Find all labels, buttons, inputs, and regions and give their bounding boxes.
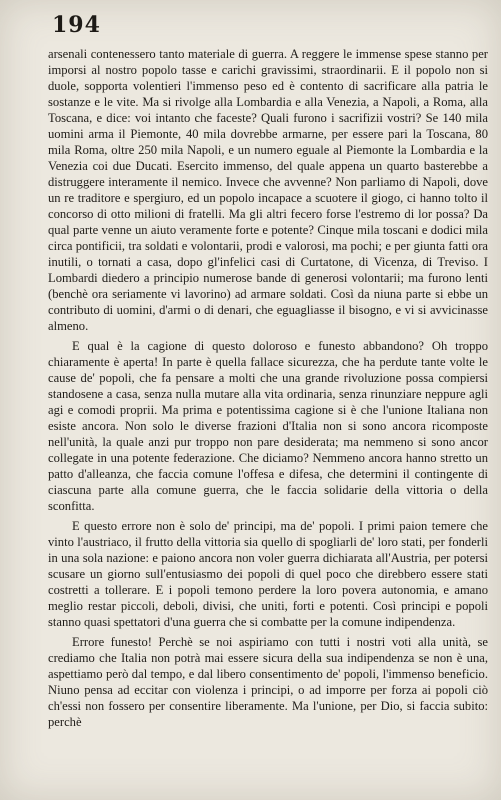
paragraph-1: arsenali contenessero tanto materiale di guerra. A reggere le immense spese stanno per imporsi al nostro popolo tasse e carichi gravissimi, straordinarii. E il popolo non si duole, sopporta volentieri l'immenso peso ed è contento di sacrificare alla patria le sostanze e le vite. Ma si rivolge alla Lombardia e alla Venezia, a Napoli, a Roma, alla Toscana, e dice: voi intanto che faceste? Quali furono i sacrifizii vostri? Se 140 mila uomini arma il Piemonte, 40 mila dovrebbe armarne, per essere pari la Toscana, 80 mila Roma, oltre 250 mila Napoli, e un numero eguale al Piemonte la Lombardia e la Venezia coi due Ducati. Esercito immenso, del quale appena un quarto basterebbe a distruggere interamente il nemico. Invece che avvenne? Non parliamo di Napoli, dove un re traditore e spergiuro, ed un popolo incapace a scuotere il giogo, ci hanno tolto il concorso di otto milioni di fratelli. Ma gli altri fecero forse l'estremo di lor possa? Da qual parte venne un aiuto veramente forte e potente? Cinque mila toscani e dodici mila circa pontificii, tra soldati e volontarii, prodi e valorosi, ma pochi; e per giunta fatti ora inutili, o tornati a casa, dopo gl'infelici casi di Curtatone, di Vicenza, di Treviso. I Lombardi diedero a principio numerose bande di generosi volontarii; ma furono lenti (benchè ora seriamente vi lavorino) ad armare soldati. Così da niuna parte si ebbe un contributo di uomini, d'armi o di denari, che eguagliasse il bisogno, e vi si avvicinasse almeno. xyxy=(48,47,488,333)
page-number: 194 xyxy=(52,12,101,38)
paragraph-2: E qual è la cagione di questo doloroso e funesto abbandono? Oh troppo chiaramente è aperta! In parte è quella fallace sicurezza, che ha perdute tante volte le cause de' popoli, che fa pensare a molti che una grande rivoluzione possa compiersi standosene a casa, senza nulla mutare alla vita ordinaria, senza rinunziare neppure agli agi e comodi proprii. Ma prima e potentissima cagione si è che l'unione Italiana non esiste ancora. Non solo le diverse frazioni d'Italia non si sono ancora ricomposte nell'unità, la quale anzi pur troppo non pare desiderata; ma nemmeno si sono ancor collegate in una potente federazione. Che diciamo? Nemmeno ancora hanno stretto un patto d'alleanza, che faccia comune l'offesa e difesa, che determini il contingente di ciascuna parte alla comune guerra, che le faccia solidarie della vittoria o della sconfitta. xyxy=(48,339,488,513)
paragraph-4: Errore funesto! Perchè se noi aspiriamo con tutti i nostri voti alla unità, se crediamo che Italia non potrà mai essere sicura della sua indipendenza se non è una, aspettiamo però dal tempo, e dal libero consentimento de' popoli, l'immenso beneficio. Niuno pensa ad eccitar con violenza i principi, o ad imporre per forza ai popoli ciò ch'essi non fossero per consentire liberamente. Ma l'unione, per Dio, si faccia subito: perchè xyxy=(48,635,488,729)
body-text xyxy=(48,46,488,730)
paragraph-3: E questo errore non è solo de' principi, ma de' popoli. I primi paion temere che vinto l'austriaco, il frutto della vittoria sia quello di spogliarli de' loro stati, per fonderli in una sola nazione: e paiono ancora non voler guerra dichiarata all'Austria, per potersi scusare un giorno sull'entusiasmo dei popoli di quel poco che direbbero essere stati costretti a tollerare. E i popoli temono perdere la loro povera autonomia, e amano meglio restar piccoli, deboli, divisi, che uniti, forti e potenti. Così principi e popoli stanno quasi spettatori d'una guerra che si combatte per la comune indipendenza. xyxy=(48,519,488,629)
